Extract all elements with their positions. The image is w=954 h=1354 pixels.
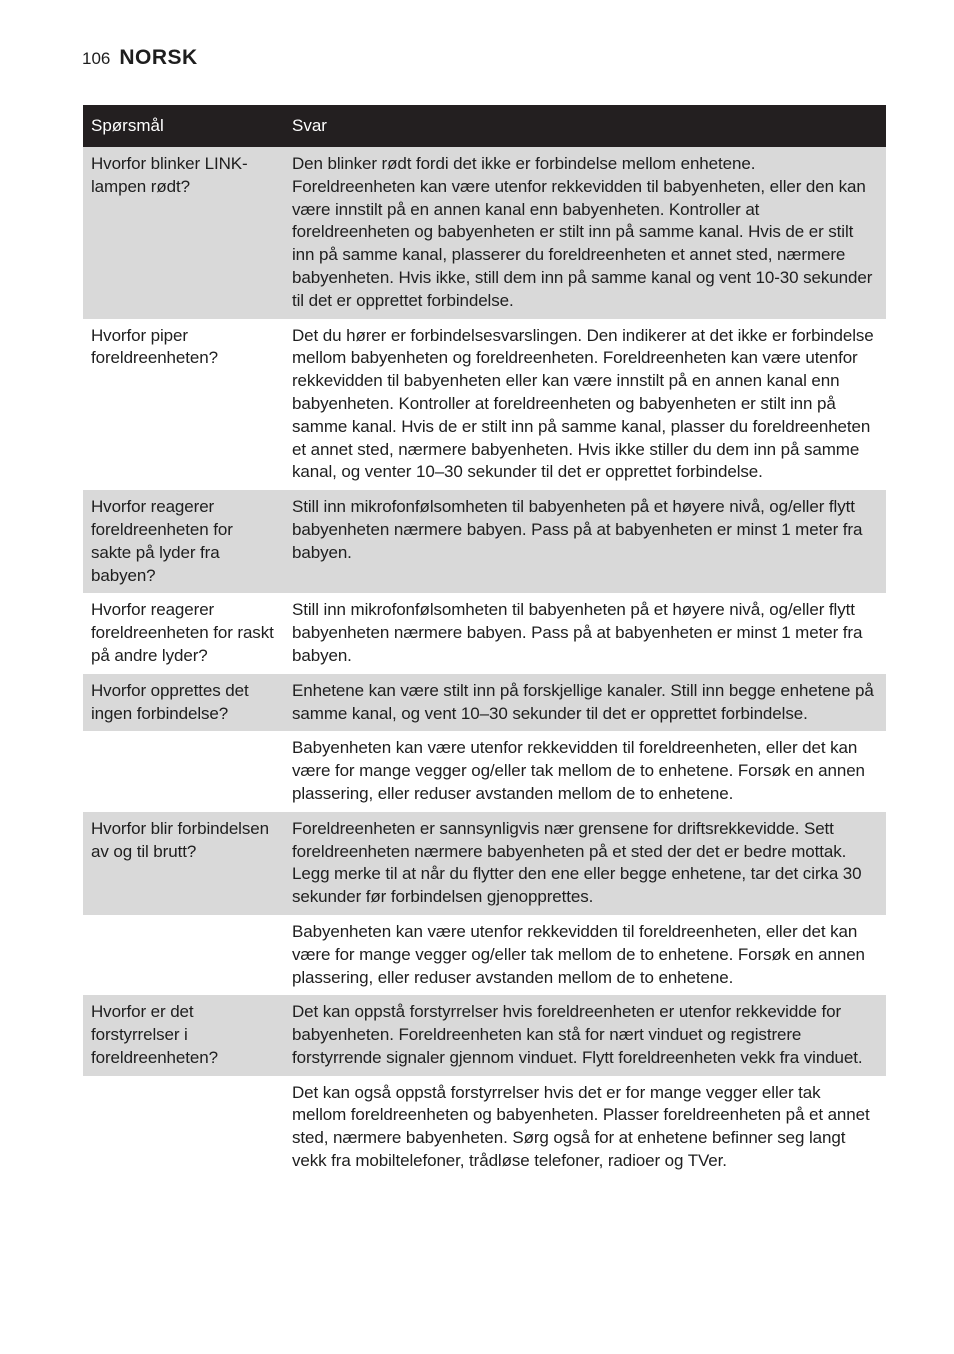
table-row: [83, 995, 886, 1075]
answer-cell: Still inn mikrofonfølsomheten til babyenheten på et høyere nivå, og/eller flytt babyenheten nærmere babyen. Pass på at babyenheten er minst 1 meter fra babyen.: [283, 593, 886, 673]
question-cell: Hvorfor reagerer foreldreenheten for raskt på andre lyder?: [83, 593, 283, 673]
answer-cell: Den blinker rødt fordi det ikke er forbindelse mellom enhetene. Foreldreenheten kan være utenfor rekkevidden til babyenheten, eller den kan være innstilt på en annen kanal enn babyenheten. Kontroller at foreldreenheten og babyenheten er stilt inn på samme kanal. Hvis de er stilt inn på samme kanal, plasserer du foreldreenheten et annet sted, nærmere babyenheten. Hvis ikke, still dem inn på samme kanal og vent 10-30 sekunder til det er opprettet forbindelse.: [283, 147, 886, 319]
table-header-row: [83, 105, 886, 147]
column-header-question: Spørsmål: [83, 105, 283, 147]
question-cell: [83, 731, 283, 811]
table-row: [83, 915, 886, 995]
column-header-answer: Svar: [283, 105, 886, 147]
table-row: [83, 812, 886, 915]
table-row: [83, 593, 886, 673]
answer-cell: Det kan oppstå forstyrrelser hvis foreldreenheten er utenfor rekkevidde for babyenheten. Foreldreenheten kan stå for nært vinduet og registrere forstyrrende signaler gjennom vinduet. Flytt foreldreenheten vekk fra vinduet.: [283, 995, 886, 1075]
answer-cell: Det du hører er forbindelsesvarslingen. Den indikerer at det ikke er forbindelse mellom babyenheten og foreldreenheten. Foreldreenheten kan være utenfor rekkevidden til babyenheten eller kan være innstilt på en annen kanal enn babyenheten. Kontroller at foreldreenheten og babyenheten er stilt inn på samme kanal. Hvis de er stilt inn på samme kanal, plasser du foreldreenheten et annet sted, nærmere babyenheten. Hvis ikke stiller du dem inn på samme kanal, og venter 10–30 sekunder til det er opprettet forbindelse.: [283, 319, 886, 491]
page-header: [82, 46, 198, 70]
page-number: 106: [82, 49, 111, 68]
table-row: [83, 147, 886, 319]
question-cell: Hvorfor er det forstyrrelser i foreldreenheten?: [83, 995, 283, 1075]
answer-cell: Babyenheten kan være utenfor rekkevidden til foreldreenheten, eller det kan være for mange vegger og/eller tak mellom de to enhetene. Forsøk en annen plassering, eller reduser avstanden mellom de to enhetene.: [283, 915, 886, 995]
answer-cell: Still inn mikrofonfølsomheten til babyenheten på et høyere nivå, og/eller flytt babyenheten nærmere babyen. Pass på at babyenheten er minst 1 meter fra babyen.: [283, 490, 886, 593]
table-row: [83, 490, 886, 593]
answer-cell: Det kan også oppstå forstyrrelser hvis det er for mange vegger eller tak mellom foreldreenheten og babyenheten. Plasser foreldreenheten på et annet sted, nærmere babyenheten. Sørg også for at enhetene befinner seg langt vekk fra mobiltelefoner, trådløse telefoner, radioer og TVer.: [283, 1076, 886, 1179]
table-row: [83, 674, 886, 732]
faq-table: [83, 105, 886, 1179]
answer-cell: Enhetene kan være stilt inn på forskjellige kanaler. Still inn begge enhetene på samme kanal, og vent 10–30 sekunder til det er opprettet forbindelse.: [283, 674, 886, 732]
question-cell: Hvorfor reagerer foreldreenheten for sakte på lyder fra babyen?: [83, 490, 283, 593]
answer-cell: Babyenheten kan være utenfor rekkevidden til foreldreenheten, eller det kan være for mange vegger og/eller tak mellom de to enhetene. Forsøk en annen plassering, eller reduser avstanden mellom de to enhetene.: [283, 731, 886, 811]
question-cell: [83, 1076, 283, 1179]
question-cell: Hvorfor piper foreldreenheten?: [83, 319, 283, 491]
question-cell: Hvorfor blinker LINK-lampen rødt?: [83, 147, 283, 319]
table-row: [83, 319, 886, 491]
question-cell: Hvorfor blir forbindelsen av og til brutt?: [83, 812, 283, 915]
answer-cell: Foreldreenheten er sannsynligvis nær grensene for driftsrekkevidde. Sett foreldreenheten nærmere babyenheten på et sted der det er bedre mottak. Legg merke til at når du flytter den ene eller begge enhetene, tar det cirka 30 sekunder før forbindelsen gjenopprettes.: [283, 812, 886, 915]
question-cell: Hvorfor opprettes det ingen forbindelse?: [83, 674, 283, 732]
table-row: [83, 731, 886, 811]
question-cell: [83, 915, 283, 995]
section-title: NORSK: [119, 46, 198, 69]
table-row: [83, 1076, 886, 1179]
